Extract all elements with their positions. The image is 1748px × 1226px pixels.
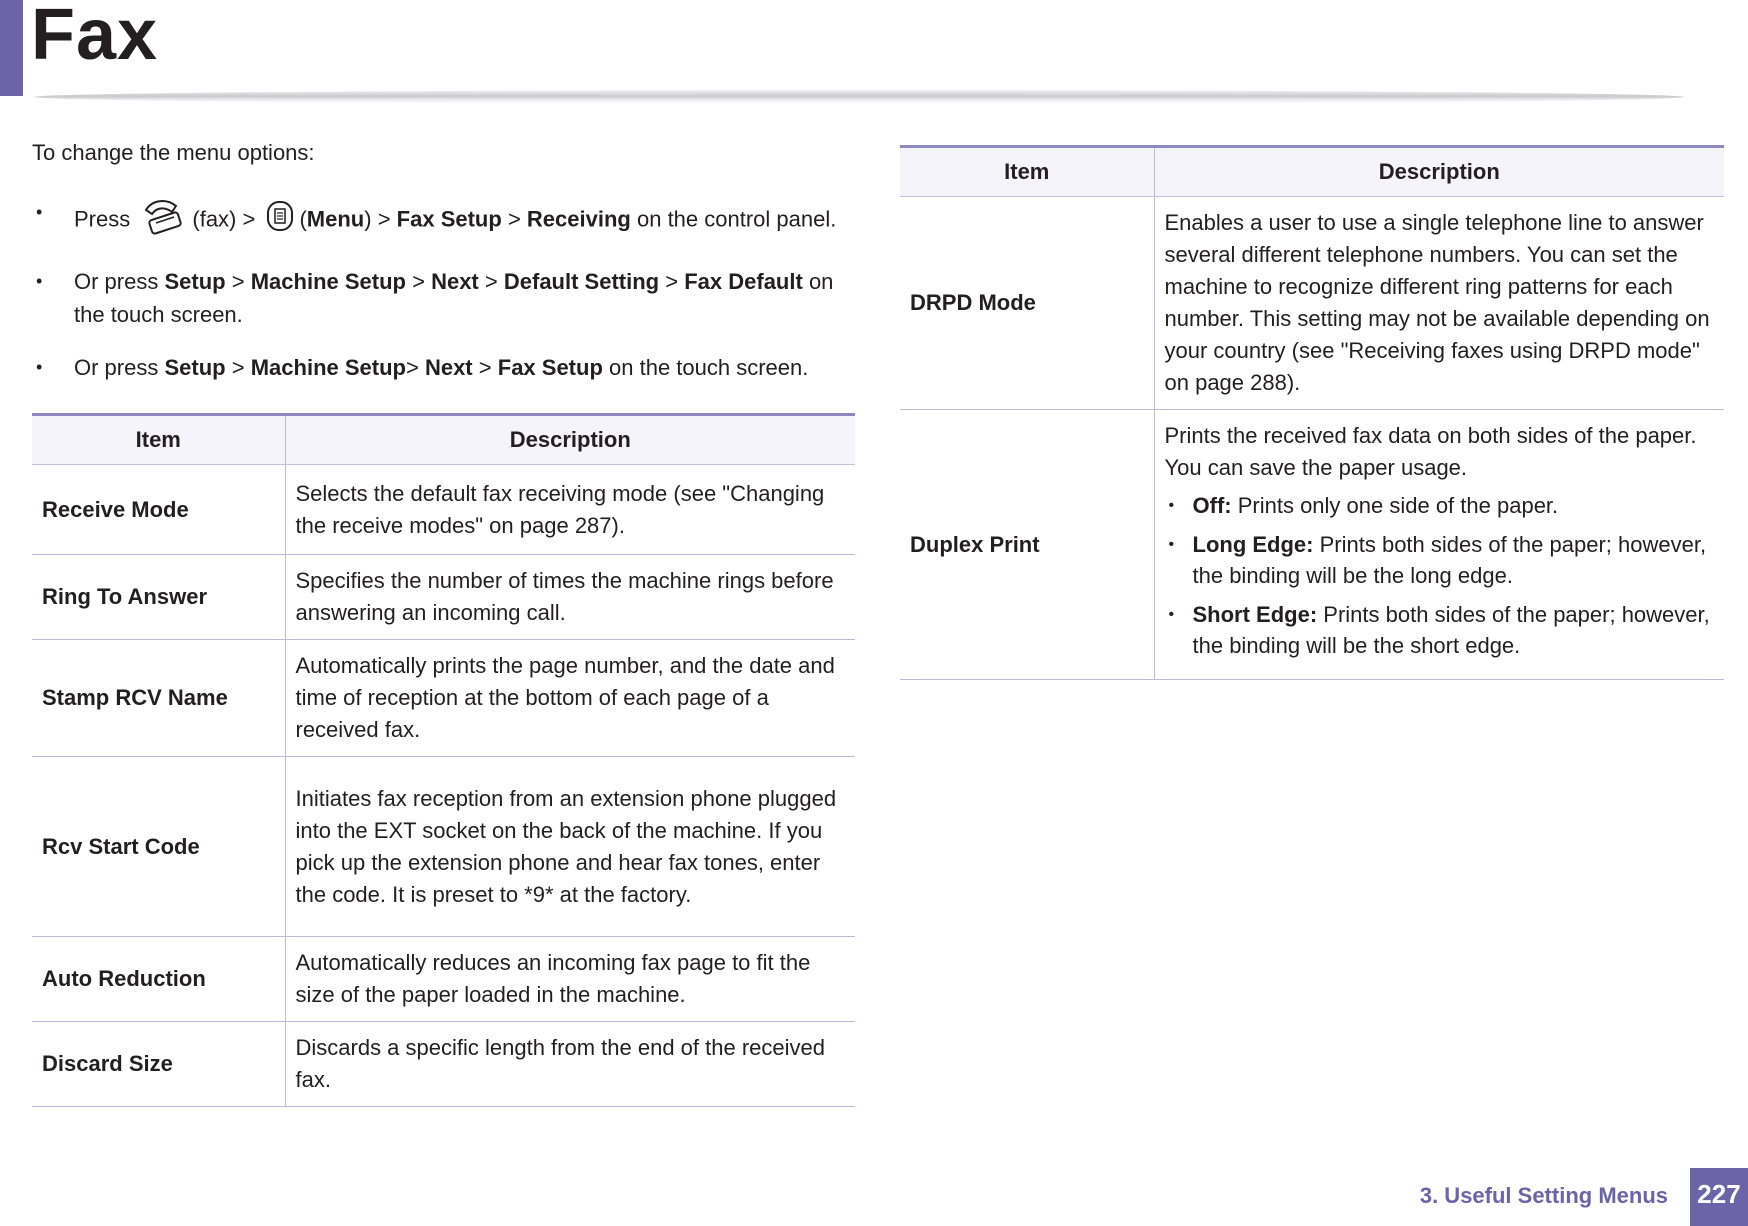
table-row bbox=[32, 937, 855, 1022]
row-description: Specifies the number of times the machine rings before answering an incoming call. bbox=[285, 555, 855, 640]
step-item: • Or press Setup > Machine Setup > Next > Default Setting > Fax Default on the touch screen. bbox=[32, 265, 862, 331]
description-column-header: Description bbox=[285, 415, 855, 465]
row-description: Discards a specific length from the end of the received fax. bbox=[285, 1022, 855, 1107]
table-row bbox=[900, 197, 1724, 410]
row-description: Automatically reduces an incoming fax page to fit the size of the paper loaded in the machine. bbox=[285, 937, 855, 1022]
chapter-color-bar bbox=[0, 0, 23, 96]
page-title: Fax bbox=[31, 0, 159, 75]
row-item-name: Duplex Print bbox=[900, 410, 1154, 680]
table-row bbox=[32, 1022, 855, 1107]
description-column-header: Description bbox=[1154, 147, 1724, 197]
duplex-options-list bbox=[1165, 490, 1715, 661]
row-description: Initiates fax reception from an extension phone plugged into the EXT socket on the back of the machine. If you pick up the extension phone and hear fax tones, enter the code. It is preset to *9* at the factory. bbox=[285, 757, 855, 937]
table-row bbox=[32, 555, 855, 640]
row-description: Enables a user to use a single telephone line to answer several different telephone numbers. You can set the machine to recognize different ring patterns for each number. This setting may not be available depending on your country (see "Receiving faxes using DRPD mode" on page 288). bbox=[1154, 197, 1724, 410]
title-divider bbox=[34, 90, 1684, 104]
row-item-name: DRPD Mode bbox=[900, 197, 1154, 410]
duplex-description: Prints the received fax data on both sides of the paper. You can save the paper usage. bbox=[1164, 423, 1697, 480]
list-item: • Off: Prints only one side of the paper. bbox=[1165, 490, 1715, 521]
table-row bbox=[32, 757, 855, 937]
row-description: Automatically prints the page number, and the date and time of reception at the bottom of each page of a received fax. bbox=[285, 640, 855, 757]
receiving-options-table bbox=[32, 413, 855, 1107]
row-description: Selects the default fax receiving mode (see "Changing the receive modes" on page 287). bbox=[285, 465, 855, 555]
receiving-options-table-continued bbox=[900, 145, 1724, 680]
list-item: • Short Edge: Prints both sides of the paper; however, the binding will be the short edge. bbox=[1165, 599, 1715, 661]
fax-icon bbox=[140, 196, 188, 245]
row-item-name: Ring To Answer bbox=[32, 555, 285, 640]
page-number: 227 bbox=[1690, 1168, 1748, 1226]
table-row bbox=[32, 640, 855, 757]
item-column-header: Item bbox=[900, 147, 1154, 197]
item-column-header: Item bbox=[32, 415, 285, 465]
row-description bbox=[1154, 410, 1724, 680]
list-item: • Long Edge: Prints both sides of the paper; however, the binding will be the long edge. bbox=[1165, 529, 1715, 591]
menu-steps-list bbox=[32, 196, 862, 404]
table-header-row bbox=[900, 147, 1724, 197]
row-item-name: Rcv Start Code bbox=[32, 757, 285, 937]
row-item-name: Stamp RCV Name bbox=[32, 640, 285, 757]
intro-text: To change the menu options: bbox=[32, 140, 315, 165]
table-row bbox=[900, 410, 1724, 680]
menu-icon bbox=[265, 199, 295, 242]
row-item-name: Receive Mode bbox=[32, 465, 285, 555]
step-item: • Or press Setup > Machine Setup> Next > Fax Setup on the touch screen. bbox=[32, 351, 862, 384]
row-item-name: Discard Size bbox=[32, 1022, 285, 1107]
section-label: 3. Useful Setting Menus bbox=[1419, 1183, 1668, 1208]
row-item-name: Auto Reduction bbox=[32, 937, 285, 1022]
table-row bbox=[32, 465, 855, 555]
table-header-row bbox=[32, 415, 855, 465]
step-item: • Press (fax) > (Menu) > Fax Setup > Receiving on the control panel. bbox=[32, 196, 862, 245]
